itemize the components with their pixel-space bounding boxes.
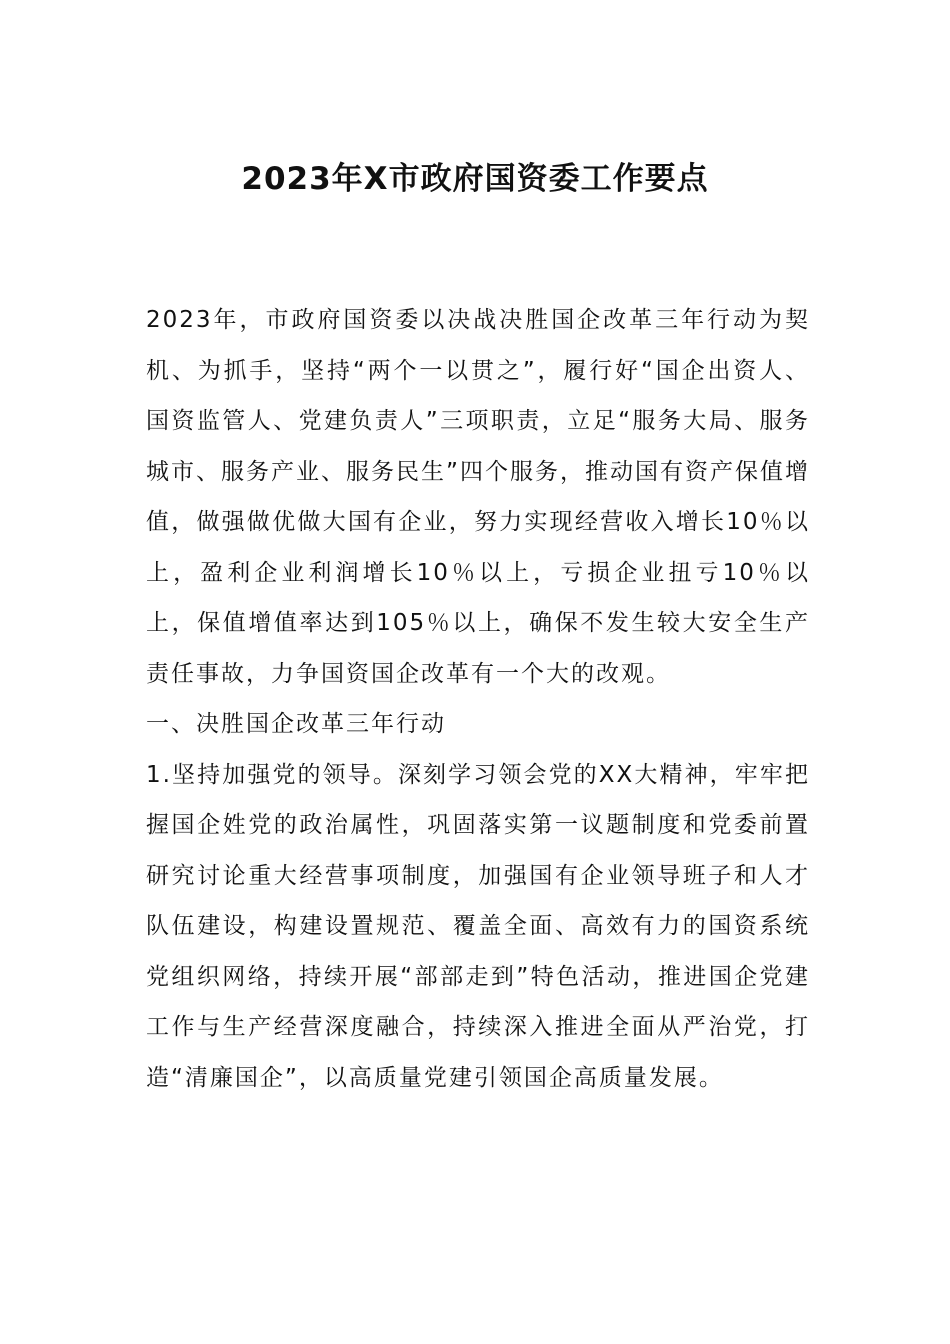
document-body <box>146 295 810 1103</box>
item-paragraph: 1.坚持加强党的领导。深刻学习领会党的XX大精神，牢牢把握国企姓党的政治属性，巩固落实第一议题制度和党委前置研究讨论重大经营事项制度，加强国有企业领导班子和人才队伍建设，构建设置规范、覆盖全面、高效有力的国资系统党组织网络，持续开展“部部走到”特色活动，推进国企党建工作与生产经营深度融合，持续深入推进全面从严治党，打造“清廉国企”，以高质量党建引领国企高质量发展。 <box>146 761 810 1091</box>
section-heading: 一、决胜国企改革三年行动 <box>146 711 446 737</box>
document-title: 2023年X市政府国资委工作要点 <box>241 161 709 197</box>
intro-paragraph: 2023年，市政府国资委以决战决胜国企改革三年行动为契机、为抓手，坚持“两个一以贯之”，履行好“国企出资人、国资监管人、党建负责人”三项职责，立足“服务大局、服务城市、服务产业、服务民生”四个服务，推动国有资产保值增值，做强做优做大国有企业，努力实现经营收入增长10％以上，盈利企业利润增长10％以上，亏损企业扭亏10％以上，保值增值率达到105％以上，确保不发生较大安全生产责任事故，力争国资国企改革有一个大的改观。 <box>146 307 810 687</box>
